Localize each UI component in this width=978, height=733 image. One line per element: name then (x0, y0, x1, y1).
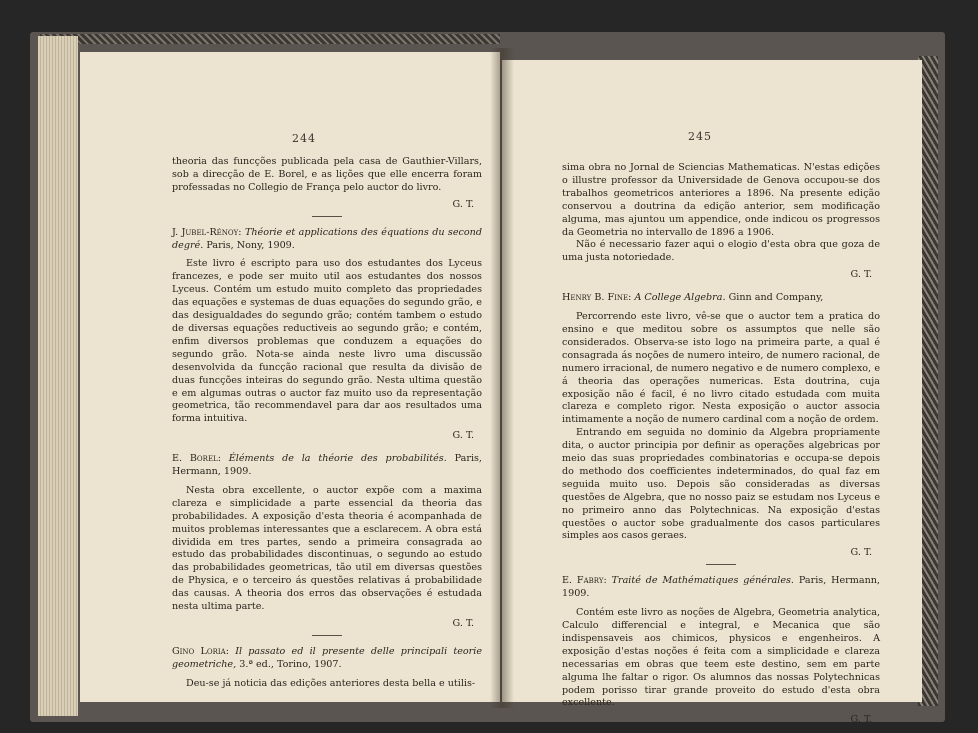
divider (312, 216, 342, 217)
page-stack-edge (38, 36, 78, 716)
continued-paragraph-2: Não é necessario fazer aqui o elogio d'esta obra que goza de uma justa notoriedade. (562, 239, 880, 264)
review-heading (562, 292, 880, 305)
book-gutter (490, 48, 514, 708)
signature: G. T. (452, 198, 474, 210)
review-title: Théorie et applications des équations du second degré. (172, 226, 482, 251)
signature: G. T. (452, 430, 474, 442)
right-page (502, 60, 922, 726)
review-publisher: 3.ª ed., Torino, 1907. (239, 658, 342, 670)
signature: G. T. (850, 714, 872, 726)
review-author: Henry B. Fine: (562, 292, 632, 304)
review-title: Traité de Mathématiques générales. (611, 575, 794, 587)
right-column (562, 162, 880, 727)
signature: G. T. (850, 269, 872, 281)
left-column (172, 156, 482, 691)
review-text: Este livro é escripto para uso dos estudantes dos Lyceus francezes, e pode ser muito util aos estudantes dos nossos Lyceus. Contém um estudo muito completo das propriedades das equações e systemas de duas equações do segundo grão, e das desigualdades do segundo grão; contém tambem o estudo de diversas equações reductiveis ao segundo grão; e contém, enfim diversos problemas que conduzem a equações do segundo grão. Nota-se ainda neste livro uma discussão desenvolvida da funcção racional que resulta da divisão de duas funcções inteiras do segundo grão. Nesta ultima questão e em algumas outras o auctor faz muito uso da representação geometrica, tão recommendavel para dar aos resultados uma forma intuitiva. (172, 258, 482, 425)
intro-paragraph: theoria das funcções publicada pela casa de Gauthier-Villars, sob a direcção de E. Borel, e as lições que elle encerra foram professadas no Collegio de França pelo auctor do livro. (172, 156, 482, 193)
review-title: A College Algebra. (634, 292, 726, 304)
review-text: Nesta obra excellente, o auctor expõe com a maxima clareza e simplicidade a parte essencial da theoria das probabilidades. A exposição d'esta theoria é acompanhada de muitos problemas interessantes que a esclarecem. A obra está dividida em tres partes, sendo a primeira consagrada ao estudo das probabilidades discontinuas, o segundo ao estudo das probabilidades geometricas, tão util em diversas questões de Physica, e o terceiro ás questões relativas á probabilidade das causas. A theoria dos erros das observações é estudada nesta ultima parte. (172, 484, 482, 613)
review-heading (172, 227, 482, 253)
review-title: Éléments de la théorie des probabilités. (228, 453, 447, 465)
review-publisher: Paris, Hermann, 1909. (172, 453, 482, 478)
divider (312, 635, 342, 636)
review-heading (172, 453, 482, 479)
review-author: Gino Loria: (172, 645, 229, 657)
marbled-edge-top (40, 34, 500, 44)
left-page (80, 52, 500, 702)
review-text: Percorrendo este livro, vê-se que o auctor tem a pratica do ensino e que meditou sobre os assumptos que nelle são considerados. Observa-se isto logo na primeira parte, a qual é consagrada ás noções de numero inteiro, de numero racional, de numero irracional, de numero negativo e de numero complexo, e á theoria das operações numericas. Esta doutrina, cuja exposição não é facil, é no livro citado estudada com muita clareza e completo rigor. Nesta exposição o auctor associa intimamente a noção de numero cardinal com a noção de ordem. (562, 311, 880, 426)
review-title: Il passato ed il presente delle principali teorie geometriche, (172, 645, 483, 670)
review-heading (172, 646, 482, 672)
review-publisher: Paris, Hermann, 1909. (562, 575, 880, 600)
page-number: 244 (292, 132, 316, 145)
review-publisher: Paris, Nony, 1909. (206, 239, 295, 251)
review-text: Contém este livro as noções de Algebra, Geometria analytica, Calculo differencial e integral, e Mecanica que são indispensaveis aos chimicos, physicos e engenheiros. A exposição d'estas noções é feita com a simplicidade e clareza necessarias em obras que teem este destino, sem em parte alguma lhe faltar o rigor. Os alumnos das nossas Polytechnicas podem porisso tirar grande proveito do estudo d'esta obra excellente. (562, 607, 880, 709)
continued-paragraph: sima obra no Jornal de Sciencias Mathematicas. N'estas edições o illustre professor da Universidade de Genova occupou-se dos trabalhos geometricos anteriores a 1896. Na presente edição conservou a doutrina da edição anterior, sem modificação alguma, mas ajuntou um appendice, onde indicou os progressos da Geometria no intervallo de 1896 a 1906. (562, 162, 880, 238)
review-text: Deu-se já noticia das edições anteriores desta bella e utilis- (186, 677, 476, 689)
signature: G. T. (850, 547, 872, 559)
divider (706, 564, 736, 565)
page-number: 245 (688, 130, 712, 143)
review-author: E. Borel: (172, 453, 221, 465)
review-author: J. Jubel-Rénoy: (172, 226, 242, 238)
review-publisher: Ginn and Company, (728, 292, 824, 304)
signature: G. T. (452, 618, 474, 629)
review-author: E. Fabry: (562, 575, 607, 587)
review-text-2: Entrando em seguida no dominio da Algebra propriamente dita, o auctor principia por definir as operações algebricas por meio das suas propriedades combinatorias e occupa-se depois do methodo dos coefficientes indeterminados, do qual faz em seguida muito uso. Depois são consideradas as diversas questões de Algebra, que no nosso paiz se estudam nos Lyceus e no primeiro anno das Polytechnicas. Na exposição d'estas questões o auctor sobe gradualmente dos casos particulares simples aos casos geraes. (562, 427, 880, 542)
review-heading (562, 575, 880, 601)
